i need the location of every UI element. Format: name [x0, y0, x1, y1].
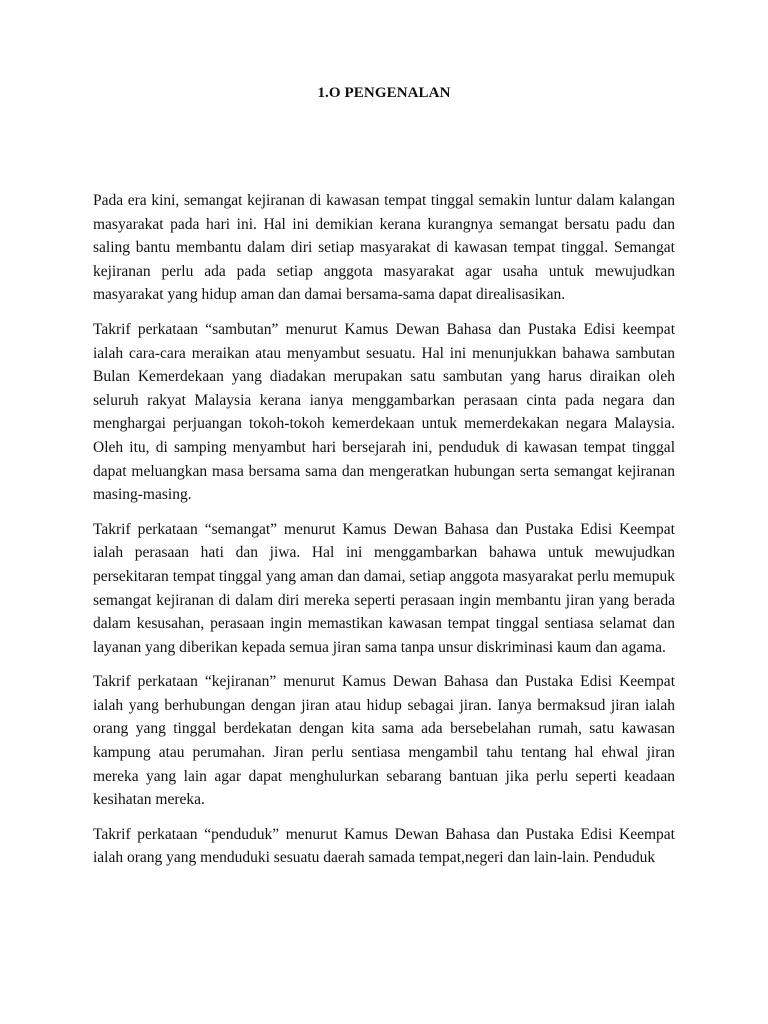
paragraph-intro: Pada era kini, semangat kejiranan di kawasan tempat tinggal semakin luntur dalam kalangan masyarakat pada hari ini. Hal ini demikian kerana kurangnya semangat bersatu padu dan saling bantu membantu dalam diri setiap masyarakat di kawasan tempat tinggal. Semangat kejiranan perlu ada pada setiap anggota masyarakat agar usaha untuk mewujudkan masyarakat yang hidup aman dan damai bersama-sama dapat direalisasikan. — [93, 192, 675, 304]
document-body — [93, 189, 675, 881]
paragraph-penduduk: Takrif perkataan “penduduk” menurut Kamus Dewan Bahasa dan Pustaka Edisi Keempat ialah orang yang menduduki sesuatu daerah samada tempat,negeri dan lain-lain. Penduduk — [93, 825, 675, 867]
paragraph-sambutan: Takrif perkataan “sambutan” menurut Kamus Dewan Bahasa dan Pustaka Edisi keempat ialah cara-cara meraikan atau menyambut sesuatu. Hal ini menunjukkan bahawa sambutan Bulan Kemerdekaan yang diadakan merupakan satu sambutan yang harus diraikan oleh seluruh rakyat Malaysia kerana ianya menggambarkan perasaan cinta pada negara dan menghargai perjuangan tokoh-tokoh kemerdekaan untuk memerdekakan negara Malaysia. Oleh itu, di samping menyambut hari bersejarah ini, penduduk di kawasan tempat tinggal dapat meluangkan masa bersama sama dan mengeratkan hubungan serta semangat kejiranan masing-masing. — [93, 320, 675, 504]
paragraph-kejiranan: Takrif perkataan “kejiranan” menurut Kamus Dewan Bahasa dan Pustaka Edisi Keempat ialah yang berhubungan dengan jiran atau hidup sebagai jiran. Ianya bermaksud jiran ialah orang yang tinggal berdekatan dengan kita sama ada bersebelahan rumah, satu kawasan kampung atau perumahan. Jiran perlu sentiasa mengambil tahu tentang hal ehwal jiran mereka yang lain agar dapat menghulurkan sebarang bantuan jika perlu seperti keadaan kesihatan mereka. — [93, 673, 675, 809]
section-heading: 1.O PENGENALAN — [317, 85, 451, 101]
paragraph-semangat: Takrif perkataan “semangat” menurut Kamus Dewan Bahasa dan Pustaka Edisi Keempat ialah perasaan hati dan jiwa. Hal ini menggambarkan bahawa untuk mewujudkan persekitaran tempat tinggal yang aman dan damai, setiap anggota masyarakat perlu memupuk semangat kejiranan di dalam diri mereka seperti perasaan ingin membantu jiran yang berada dalam kesusahan, perasaan ingin memastikan kawasan tempat tinggal sentiasa selamat dan layanan yang diberikan kepada semua jiran sama tanpa unsur diskriminasi kaum dan agama. — [93, 520, 675, 656]
